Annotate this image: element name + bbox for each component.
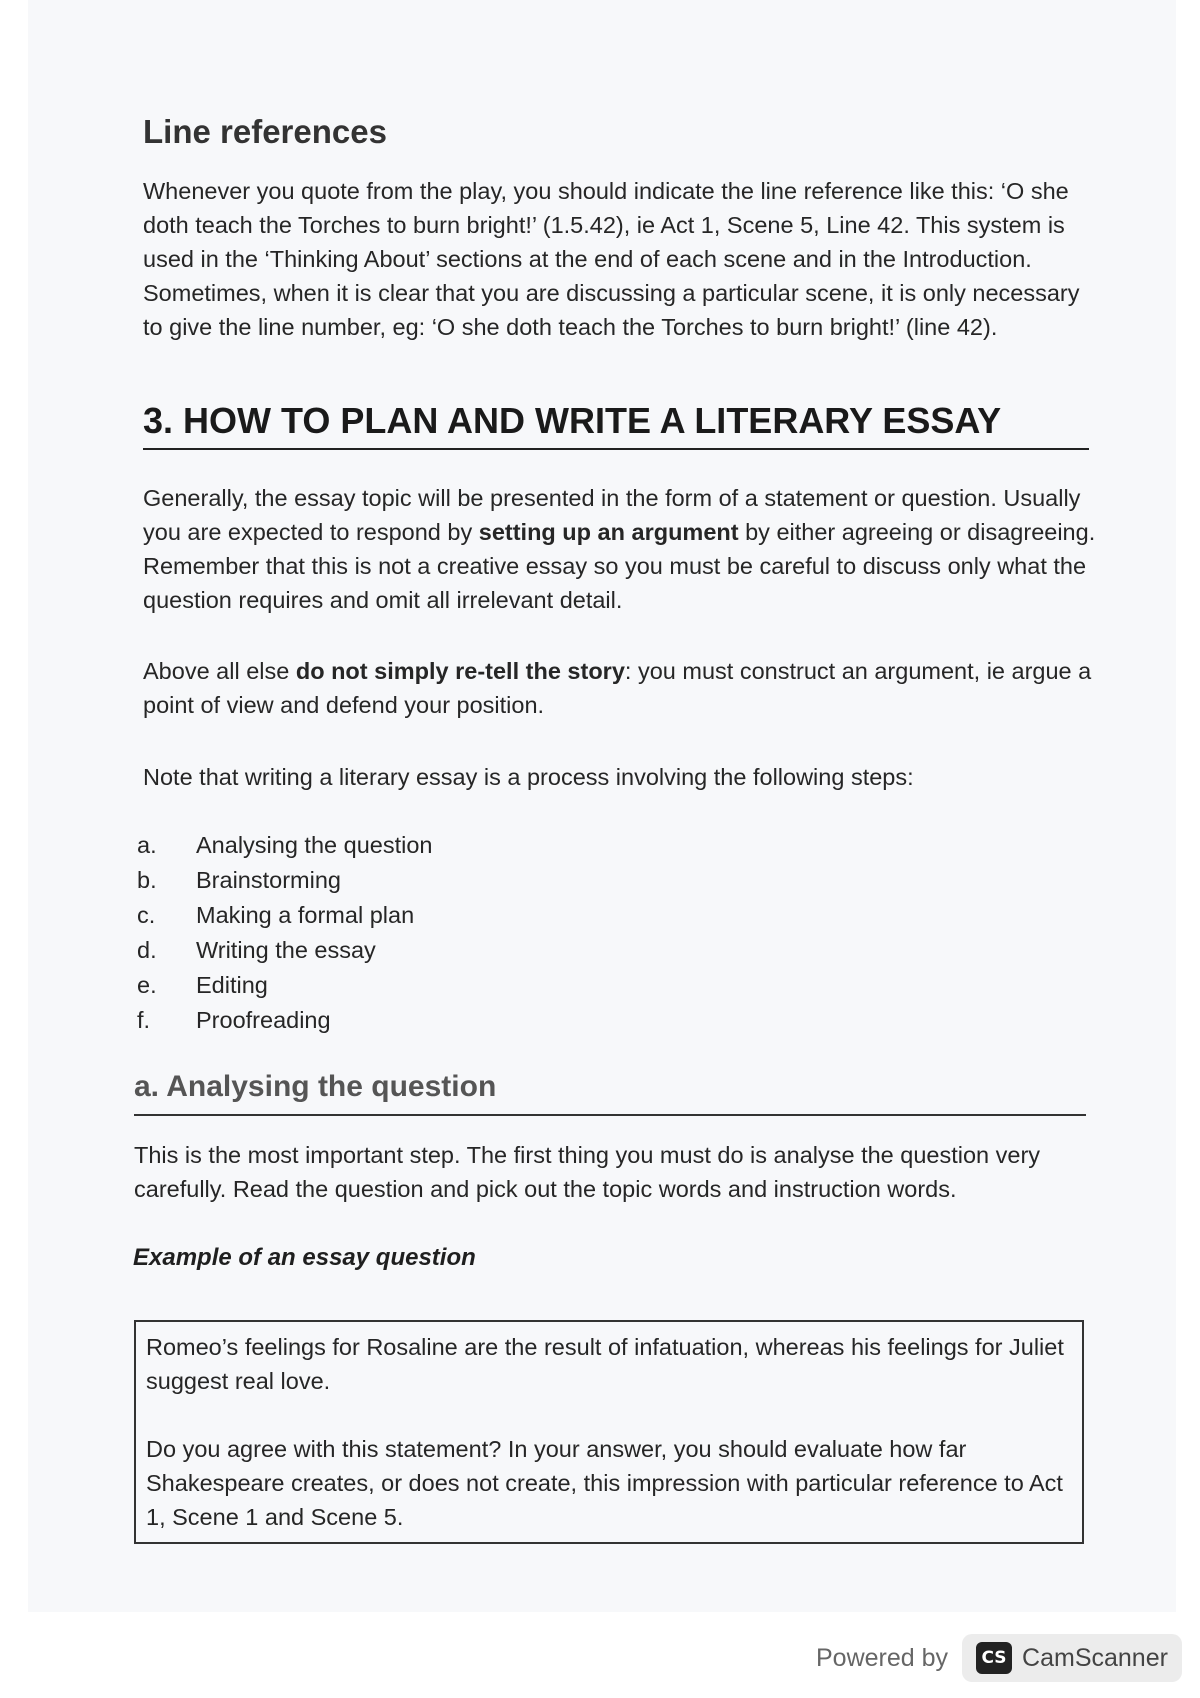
- list-item-text: Proofreading: [196, 1007, 331, 1033]
- essay-topic-paragraph: [143, 481, 1098, 617]
- essay-topic-text-1: Generally, the essay topic will be presented in the form of a statement or question. Usually you are expected to respond by: [143, 485, 1081, 545]
- example-question-statement: Romeo’s feelings for Rosaline are the result of infatuation, whereas his feelings for Juliet suggest real love.: [146, 1334, 1064, 1394]
- camscanner-logo-icon: CS: [976, 1642, 1012, 1674]
- line-references-heading: Line references: [143, 113, 387, 150]
- list-item: [137, 933, 432, 968]
- example-question-title: Example of an essay question: [133, 1244, 476, 1271]
- retell-emphasis: do not simply re-tell the story: [295, 658, 625, 684]
- list-item: [137, 863, 432, 898]
- example-question-box: [134, 1320, 1084, 1544]
- list-item-letter: b.: [137, 867, 157, 893]
- list-item-letter: a.: [137, 832, 157, 858]
- essay-steps-list: [137, 828, 432, 1038]
- list-item-text: Analysing the question: [196, 832, 433, 858]
- list-item-letter: e.: [137, 972, 157, 998]
- list-item-text: Brainstorming: [196, 867, 341, 893]
- list-item-letter: c.: [137, 902, 156, 928]
- analysing-question-heading: a. Analysing the question: [134, 1070, 1086, 1116]
- camscanner-badge: [962, 1634, 1182, 1682]
- list-item-text: Writing the essay: [196, 937, 376, 963]
- powered-by-label: Powered by: [816, 1643, 949, 1672]
- list-item-letter: f.: [137, 1007, 151, 1033]
- list-item: [137, 828, 432, 863]
- list-item: [137, 898, 432, 933]
- list-item-letter: d.: [137, 937, 157, 963]
- process-intro-paragraph: Note that writing a literary essay is a process involving the following steps:: [143, 764, 914, 790]
- line-references-paragraph: Whenever you quote from the play, you should indicate the line reference like this: ‘O she doth teach the Torches to burn bright!’ (1.5.42), ie Act 1, Scene 5, Line 42. This system is used in the ‘Thinking About’ sections at the end of each scene and in the Introduction. Sometimes, when it is clear that you are discussing a particular scene, it is only necessary to give the line number, eg: ‘O she doth teach the Torches to burn bright!’ (line 42).: [143, 178, 1080, 340]
- list-item: [137, 1003, 432, 1038]
- camscanner-brand-name: CamScanner: [1022, 1643, 1168, 1672]
- retell-text-2: : you must construct an argument, ie argue a point of view and defend your position.: [143, 658, 1092, 718]
- list-item: [137, 968, 432, 1003]
- list-item-text: Making a formal plan: [196, 902, 415, 928]
- retell-warning-paragraph: [143, 654, 1098, 722]
- setting-up-argument-emphasis: setting up an argument: [478, 519, 739, 545]
- section-3-heading: 3. HOW TO PLAN AND WRITE A LITERARY ESSAY: [143, 400, 1089, 450]
- essay-topic-text-2: by either agreeing or disagreeing. Remember that this is not a creative essay so you must be careful to discuss only what the question requires and omit all irrelevant detail.: [143, 519, 1096, 613]
- camscanner-watermark: [816, 1628, 1182, 1688]
- example-question-instruction: Do you agree with this statement? In your answer, you should evaluate how far Shakespeare creates, or does not create, this impression with particular reference to Act 1, Scene 1 and Scene 5.: [146, 1436, 1063, 1530]
- list-item-text: Editing: [196, 972, 268, 998]
- retell-text-1: Above all else: [143, 658, 296, 684]
- analysing-question-paragraph: This is the most important step. The first thing you must do is analyse the question very carefully. Read the question and pick out the topic words and instruction words.: [134, 1142, 1041, 1202]
